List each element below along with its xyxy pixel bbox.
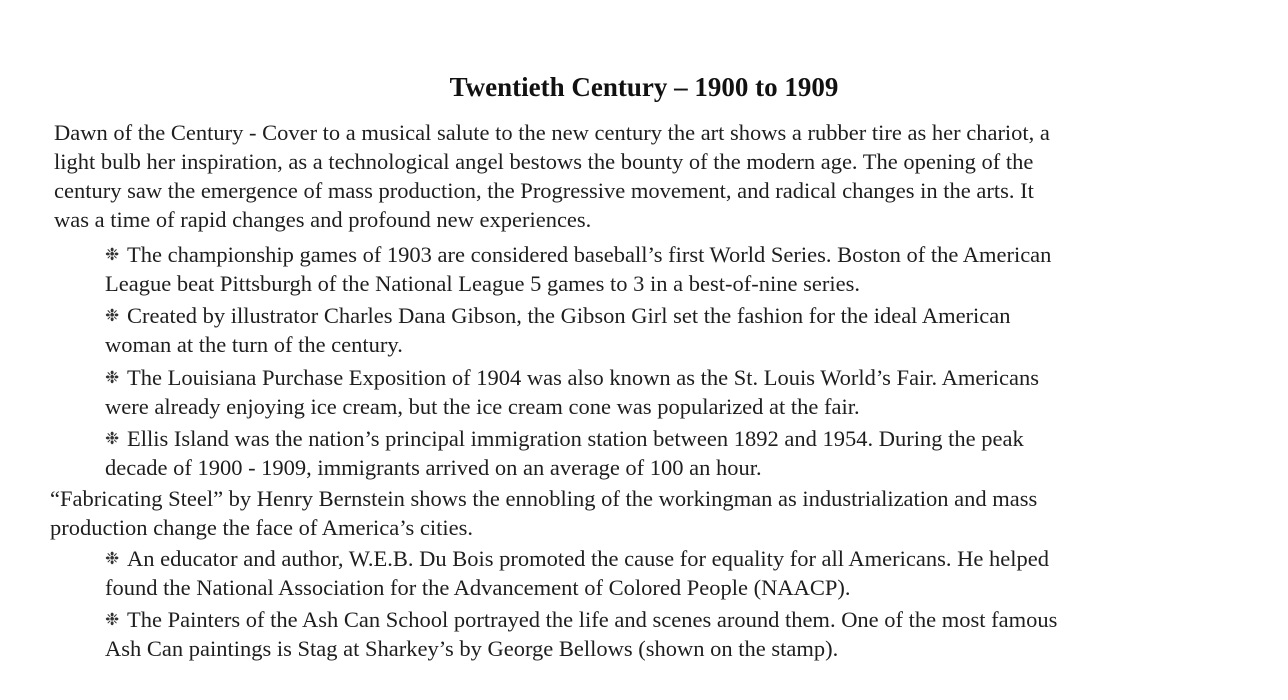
bullet-text-continued: Ash Can paintings is Stag at Sharkey’s by George Bellows (shown on the stamp). <box>105 636 839 661</box>
bullet-text: An educator and author, W.E.B. Du Bois promoted the cause for equality for all Americans. He helped <box>127 546 1049 571</box>
bullet-item <box>105 605 1057 634</box>
bullet-text: Created by illustrator Charles Dana Gibson, the Gibson Girl set the fashion for the ideal American <box>127 303 1011 328</box>
intro-line: Dawn of the Century - Cover to a musical salute to the new century the art shows a rubber tire as her chariot, a <box>54 120 1050 145</box>
bullet-text-continued: League beat Pittsburgh of the National League 5 games to 3 in a best-of-nine series. <box>105 271 860 296</box>
bullet-text-continued: were already enjoying ice cream, but the ice cream cone was popularized at the fair. <box>105 394 860 419</box>
bullet-item <box>105 544 1049 573</box>
bullet-item <box>105 424 1024 453</box>
bullet-icon: ❉ <box>105 429 120 448</box>
steel-line: “Fabricating Steel” by Henry Bernstein shows the ennobling of the workingman as industrialization and mass <box>50 486 1038 511</box>
intro-line: light bulb her inspiration, as a technological angel bestows the bounty of the modern age. The opening of the <box>54 149 1034 174</box>
page-title: Twentieth Century – 1900 to 1909 <box>449 72 839 102</box>
bullet-text: Ellis Island was the nation’s principal immigration station between 1892 and 1954. During the peak <box>127 426 1024 451</box>
bullet-icon: ❉ <box>105 245 120 264</box>
bullet-text: The Painters of the Ash Can School portrayed the life and scenes around them. One of the most famous <box>127 607 1058 632</box>
bullet-item <box>105 363 1039 392</box>
intro-line: century saw the emergence of mass production, the Progressive movement, and radical changes in the arts. It <box>54 178 1034 203</box>
bullet-icon: ❉ <box>105 306 120 325</box>
bullet-icon: ❉ <box>105 549 120 568</box>
bullet-text: The championship games of 1903 are considered baseball’s first World Series. Boston of the American <box>127 242 1052 267</box>
bullet-text-continued: found the National Association for the Advancement of Colored People (NAACP). <box>105 575 851 600</box>
steel-line: production change the face of America’s cities. <box>50 515 473 540</box>
bullet-icon: ❉ <box>105 610 120 629</box>
bullet-text-continued: decade of 1900 - 1909, immigrants arrived on an average of 100 an hour. <box>105 455 762 480</box>
bullet-item <box>105 301 1011 330</box>
bullet-text: The Louisiana Purchase Exposition of 1904 was also known as the St. Louis World’s Fair. Americans <box>127 365 1040 390</box>
intro-line: was a time of rapid changes and profound new experiences. <box>54 207 592 232</box>
bullet-icon: ❉ <box>105 368 120 387</box>
bullet-text-continued: woman at the turn of the century. <box>105 332 403 357</box>
bullet-item <box>105 240 1051 269</box>
